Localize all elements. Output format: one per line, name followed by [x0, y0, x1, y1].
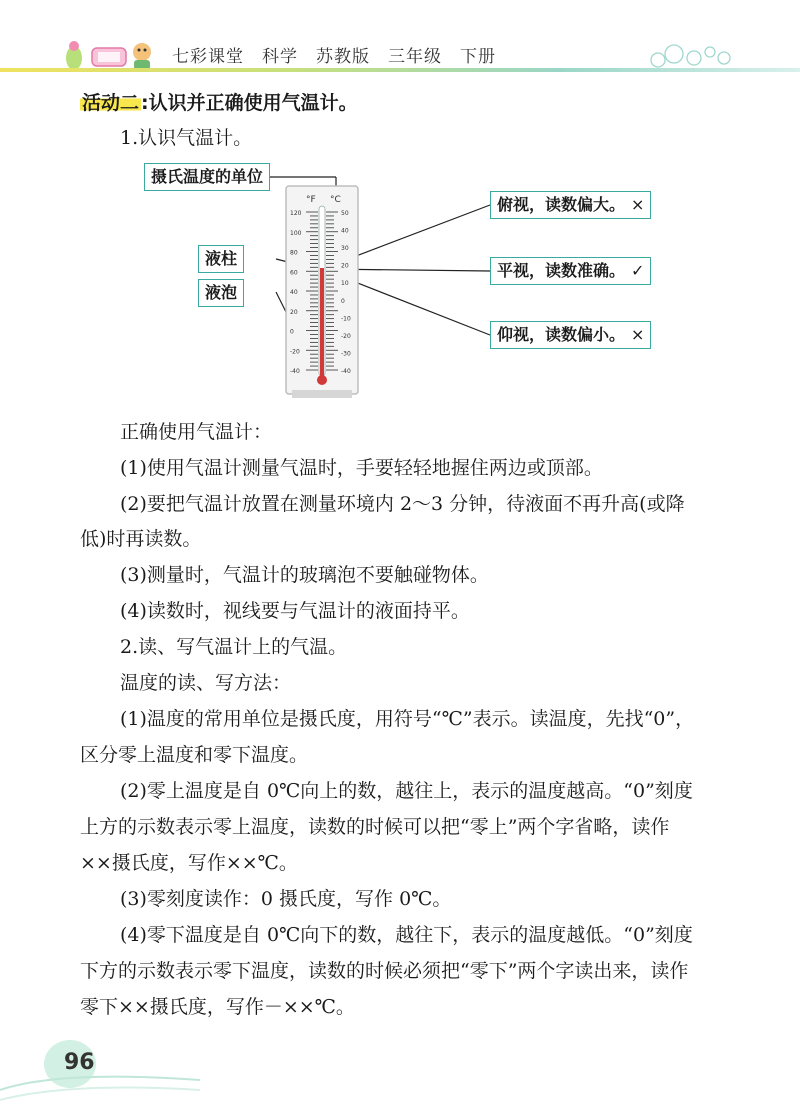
- usage-heading: 正确使用气温计：: [120, 421, 273, 443]
- usage-item-4: (4)读数时，视线要与气温计的液面持平。: [120, 600, 470, 622]
- level-view-label: [490, 257, 651, 285]
- looking-down-label: [490, 191, 651, 219]
- celsius-tick-label: -20: [341, 332, 351, 340]
- correct-mark-icon: ✓: [631, 261, 645, 280]
- grade-name: 三年级: [388, 47, 442, 67]
- celsius-tick-label: 20: [341, 262, 349, 270]
- diagram-lines: [0, 150, 800, 410]
- usage-item-1: (1)使用气温计测量气温时，手要轻轻地握住两边或顶部。: [120, 457, 603, 479]
- fahrenheit-tick-label: 100: [290, 229, 302, 237]
- fahrenheit-tick-label: 60: [290, 269, 298, 277]
- celsius-tick-label: -30: [341, 350, 351, 358]
- rule-2-line3: ××摄氏度，写作××℃。: [80, 852, 298, 874]
- looking-down-text: 俯视，读数偏大。: [497, 195, 626, 214]
- section-title: [80, 88, 358, 115]
- unit-label: 摄氏温度的单位: [144, 163, 270, 191]
- rule-2-line1: (2)零上温度是自 0℃向上的数，越往上，表示的温度越高。“0”刻度: [120, 780, 693, 802]
- fahrenheit-tick-label: -40: [290, 368, 300, 375]
- activity-label: 活动二: [82, 92, 140, 114]
- fahrenheit-tick-label: 80: [290, 249, 298, 257]
- volume-name: 下册: [460, 47, 496, 67]
- edition-name: 苏教版: [316, 47, 370, 67]
- fahrenheit-tick-label: 0: [290, 328, 294, 336]
- level-view-text: 平视，读数准确。: [497, 261, 626, 280]
- looking-up-label: [490, 321, 651, 349]
- rule-4-line3: 零下××摄氏度，写作－××℃。: [80, 996, 355, 1018]
- part2-heading: 2.读、写气温计上的气温。: [120, 636, 348, 658]
- liquid-bulb-label: 液泡: [198, 279, 244, 307]
- celsius-tick-label: 0: [341, 297, 345, 305]
- looking-up-text: 仰视，读数偏小。: [497, 325, 626, 344]
- celsius-tick-label: 50: [341, 210, 349, 217]
- rule-4-line1: (4)零下温度是自 0℃向下的数，越往下，表示的温度越低。“0”刻度: [120, 924, 693, 946]
- rule-4-line2: 下方的示数表示零下温度，读数的时候必须把“零下”两个字读出来，读作: [80, 960, 689, 982]
- header-divider: [0, 68, 800, 72]
- activity-title: :认识并正确使用气温计。: [141, 92, 358, 114]
- page-number-decoration-icon: [0, 1030, 200, 1110]
- celsius-unit: °C: [330, 195, 341, 205]
- rule-3: (3)零刻度读作：0 摄氏度，写作 0℃。: [120, 888, 452, 910]
- header-title: [172, 42, 514, 67]
- fahrenheit-tick-label: 40: [290, 289, 298, 296]
- celsius-tick-label: 40: [341, 227, 349, 235]
- celsius-tick-label: -10: [341, 315, 351, 323]
- subject-name: 科学: [262, 47, 298, 67]
- fahrenheit-tick-label: -20: [290, 348, 300, 356]
- series-logo-icon: [62, 32, 162, 72]
- rule-2-line2: 上方的示数表示零上温度，读数的时候可以把“零上”两个字省略，读作: [80, 816, 670, 838]
- thermometer-icon: [284, 184, 364, 404]
- page-header: [0, 0, 800, 80]
- celsius-tick-label: -40: [341, 368, 351, 375]
- rule-1-line1: (1)温度的常用单位是摄氏度，用符号“℃”表示。读温度，先找“0”，: [120, 708, 695, 730]
- celsius-tick-label: 30: [341, 245, 349, 253]
- wrong-mark-icon: ×: [631, 325, 645, 344]
- part1-heading: 1.认识气温计。: [120, 127, 253, 149]
- fahrenheit-unit: °F: [306, 195, 316, 205]
- thermometer-diagram: [0, 150, 800, 410]
- usage-item-2-line1: (2)要把气温计放置在测量环境内 2～3 分钟，待液面不再升高(或降: [120, 493, 685, 515]
- rule-1-line2: 区分零上温度和零下温度。: [80, 744, 309, 766]
- wrong-mark-icon: ×: [631, 195, 645, 214]
- celsius-tick-label: 10: [341, 280, 349, 288]
- liquid-column-label: 液柱: [198, 245, 244, 273]
- part2-subheading: 温度的读、写方法：: [120, 672, 292, 694]
- fahrenheit-tick-label: 20: [290, 308, 298, 316]
- usage-item-3: (3)测量时，气温计的玻璃泡不要触碰物体。: [120, 564, 489, 586]
- fahrenheit-tick-label: 120: [290, 210, 302, 217]
- usage-item-2-line2: 低)时再读数。: [80, 528, 202, 550]
- page-number: 96: [64, 1050, 95, 1075]
- series-name: 七彩课堂: [172, 47, 244, 67]
